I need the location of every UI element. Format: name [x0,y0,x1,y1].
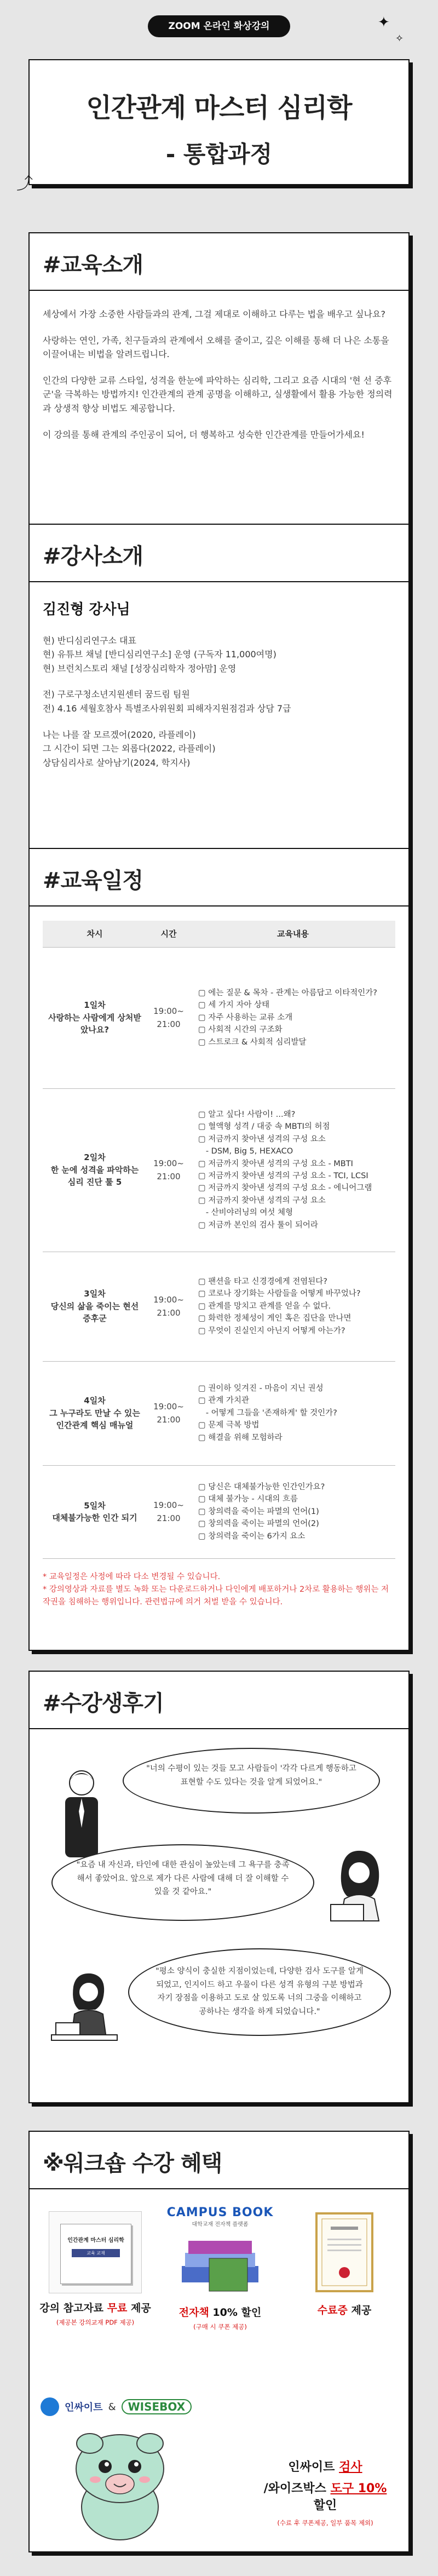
schedule-notes [43,1571,395,1609]
instructor-heading: #강사소개 [30,525,408,582]
content-item: ▢ 팬션을 타고 신경경에게 전염된다? [198,1277,327,1286]
career-line: 현) 브런치스토리 채널 [성장심리학자 정아맘] 운영 [43,663,237,674]
benefit-ebook [160,2206,280,2331]
content-item: ▢ 창의력을 죽이는 6가지 요소 [198,1531,306,1541]
content-item: ▢ 관계를 망치고 관계를 얻을 수 없다. [198,1301,331,1311]
benefits-heading: ※워크숍 수강 혜택 [30,2132,408,2189]
insight-logo-text: 인싸이트 [65,2402,103,2413]
instructor-name: 김진형 강사님 [43,601,130,618]
content-item: ▢ 저금까지 찾아낸 성격의 구성 요소 [198,1196,326,1205]
column-header: 차시 [43,921,147,947]
review-bubble [123,1748,380,1814]
benefit-materials [35,2211,155,2327]
content-item: ▢ 저금까지 찾아낸 성격의 구성 요소 - TCI, LCSI [198,1172,368,1180]
column-header: 시간 [147,921,191,947]
content-item: - 산비야러닝의 여섯 체형 [198,1208,293,1218]
book-line: 나는 나를 잘 모르겠어(2020, 라플레이) [43,729,196,740]
course-title: 인간관계 마스터 심리학 [86,93,352,123]
promo-highlight: 도구 10% [330,2482,387,2495]
caption-highlight: 수료증 [317,2304,348,2316]
content-item: ▢ 화력한 정체성이 게인 혹은 집단을 만나면 [198,1314,351,1323]
review-bubble [128,1948,391,2036]
session-content [191,1465,395,1558]
ampersand: & [108,2401,116,2413]
promo-note: (수료 후 쿠폰제공, 일부 품목 제외) [277,2519,373,2527]
session-time: 19:00~ 21:00 [147,1361,191,1465]
instructor-section [28,524,410,849]
content-item: ▢ 혈액형 성격 / 대중 속 MBTI의 허점 [198,1122,330,1132]
content-item: ▢ 당신은 대체불가능한 인간인가요? [198,1482,325,1491]
content-item: ▢ 해결을 위해 모험하라 [198,1433,283,1442]
course-type-pill: ZOOM 온라인 화상강의 [148,15,290,37]
career-line: 현) 반디심리연구소 대표 [43,635,136,646]
benefit-certificate [287,2211,402,2317]
content-item: ▢ 대체 불가능 - 시대의 흐름 [198,1495,298,1504]
caption-text: 제공 [127,2302,151,2314]
woman-laptop-illustration [320,1844,391,1926]
session-title: 4일차 그 누구라도 만날 수 있는 인간관계 핵심 매뉴얼 [43,1361,147,1465]
content-item: ▢ 관계 가치관 [198,1396,249,1405]
session-content [191,1361,395,1465]
content-item: ▢ 에는 질문 & 목차 - 관계는 아름답고 이타적인가? [198,988,377,997]
session-title: 1일차 사랑하는 사람에게 상처받았나요? [43,947,147,1088]
content-item: - 어떻게 그들을 '존재하게' 할 것인가? [198,1408,337,1418]
intro-heading: #교육소개 [30,233,408,291]
schedule-note: * 교육일정은 사정에 따라 다소 변경될 수 있습니다. [43,1572,221,1581]
content-item: ▢ 자주 사용하는 교류 소개 [198,1013,293,1022]
insight-logo-icon [41,2397,59,2416]
mascot-illustration [57,2425,183,2545]
session-title: 3일차 당신의 삶을 죽이는 현선 증후군 [43,1252,147,1361]
partner-logos [41,2397,192,2416]
certificate-image [314,2211,374,2293]
benefit-caption [287,2302,402,2317]
ebook-stack-image [171,2231,269,2296]
discount-promo [260,2458,391,2527]
review-text: "평소 양식이 충실한 지점이었는데, 다양한 검사 도구를 알게 되었고, 인지이드 하고 우물이 다른 성격 유형의 구분 방법과 자기 장점을 이용하고 도로 살 있도록 너의 그중을 이해하고 공하나는 생각을 하게 되었습니다." [155,1967,364,2016]
textbook-title: 인간관계 마스터 심리학 [67,2237,124,2244]
promo-highlight: 검사 [339,2460,362,2474]
session-time: 19:00~ 21:00 [147,1252,191,1361]
promo-text: /와이즈박스 [263,2482,331,2495]
content-item: ▢ 저금까지 찾아낸 성격의 구성 요소 [198,1134,326,1144]
hero-card [28,59,410,185]
caption-highlight: 전자책 [178,2307,209,2319]
book-line: 그 시간이 되면 그는 외롭다(2022, 라플레이) [43,743,216,754]
benefit-caption [35,2300,155,2315]
review-bubble [51,1844,314,1921]
campus-book-sub: 대학교재 전자책 플랫폼 [192,2222,249,2228]
content-item: ▢ 문제 극복 방법 [198,1421,260,1430]
book-line: 상담심리사로 살아남기(2024, 학지사) [43,757,191,768]
review-text: "너의 수평이 있는 것들 모고 사람들이 '각각 다르게 행동하고 표현할 수도 있다는 것을 알게 되었어요." [146,1764,356,1787]
reviews-section [28,1671,410,2103]
caption-highlight: 무료 [107,2302,128,2314]
session-content [191,1252,395,1361]
session-time: 19:00~ 21:00 [147,1088,191,1252]
schedule-row [43,1088,395,1252]
reviews-heading: #수강생후기 [30,1672,408,1729]
career-line: 전) 구로구청소년지원센터 꿈드림 팀원 [43,689,190,700]
content-item: ▢ 저금까지 찾아낸 성격의 구성 요소 - 에니어그램 [198,1184,372,1193]
session-time: 19:00~ 21:00 [147,947,191,1088]
sparkle-doodle-icon: ✦ [378,14,390,31]
schedule-row [43,1465,395,1558]
benefit-note: (제공본 강의교재 PDF 제공) [56,2319,135,2326]
content-item: ▢ 무엇이 진실인지 아닌지 어떻게 아는가? [198,1326,345,1335]
instructor-career-group [43,634,395,676]
schedule-row [43,1252,395,1361]
career-line: 전) 4.16 세월호참사 특별조사위원회 피해자지원점검과 상담 7급 [43,703,291,714]
promo-text: 인싸이트 [288,2460,339,2474]
course-subtitle: - 통합과정 [165,141,273,168]
benefit-caption [160,2304,280,2319]
woman-desk-illustration [46,1970,123,2058]
intro-paragraph: 인간의 다양한 교류 스타일, 성격을 한눈에 파악하는 심리학, 그리고 요즘 시대의 '현 선 증후군'을 극복하는 방법까지! 인간관계의 관계 공명을 이해하고, 실생활에서 활용 가능한 정의력과 상생적 향상 비법도 제공합니다. [43,375,393,414]
sparkle-doodle-small-icon: ✧ [395,33,404,44]
content-item: ▢ 권이하 잊겨진 - 마음이 지닌 권성 [198,1384,324,1393]
content-item: ▢ 스트로크 & 사회적 심리발달 [198,1037,307,1047]
textbook-image [49,2211,142,2293]
benefits-section [28,2131,410,2552]
arrow-doodle-icon: ⤴ [16,174,33,193]
content-item: ▢ 창의력을 죽이는 파멸의 언어(2) [198,1519,319,1529]
campus-book-logo: CAMPUS BOOK [166,2206,274,2219]
schedule-note: * 강의영상과 자료를 별도 녹화 또는 다운로드하거나 다인에게 배포하거나 2차로 활용하는 행위는 저작권을 침해하는 행위입니다. 관련법규에 의거 처벌 받을 수 있습니다. [43,1585,389,1607]
content-item: ▢ 저금까 본인의 검사 툴이 되어라 [198,1220,318,1230]
session-time: 19:00~ 21:00 [147,1465,191,1558]
session-title: 5일차 대체불가능한 인간 되기 [43,1465,147,1558]
intro-paragraph: 세상에서 가장 소중한 사람들과의 관계, 그걸 제대로 이해하고 다루는 법을 배우고 싶나요? [43,309,385,319]
caption-text: 10% 할인 [209,2307,262,2319]
promo-line [260,2479,391,2513]
promo-line [260,2458,391,2475]
content-item: ▢ 창의력을 죽이는 파멸의 언어(1) [198,1507,319,1516]
content-item: ▢ 사회적 시간의 구조화 [198,1025,283,1035]
intro-paragraph: 이 강의를 통해 관계의 주인공이 되어, 더 행복하고 성숙한 인간관계를 만들어가세요! [43,429,365,440]
benefit-note: (구매 시 쿠폰 제공) [193,2323,247,2331]
review-text: "요즘 내 자신과, 타인에 대한 관심이 높았는데 그 욕구를 충족해서 좋았어요. 앞으로 제가 다른 사람에 대해 더 잘 이해할 수 있을 것 같아요." [76,1861,290,1897]
career-line: 현) 유튜브 채널 [반디심리연구소] 운영 (구독자 11,000여명) [43,649,276,660]
schedule-heading: #교육일정 [30,849,408,907]
schedule-row [43,1361,395,1465]
textbook-sub: 교육 교재 [72,2249,120,2257]
content-item: ▢ 세 가지 자아 상태 [198,1001,270,1010]
instructor-career-group [43,687,395,715]
content-item: ▢ 코로나 장기화는 사람들을 어떻게 바꾸었나? [198,1289,361,1299]
schedule-row [43,947,395,1088]
column-header: 교육내용 [191,921,395,947]
caption-text: 강의 참고자료 [39,2302,107,2314]
instructor-books-group [43,728,395,770]
schedule-section [28,848,410,1651]
intro-section [28,232,410,525]
session-content [191,947,395,1088]
content-item: ▢ 저금까지 찾아낸 성격의 구성 요소 - MBTI [198,1159,353,1168]
promo-text: 할인 [313,2499,337,2512]
wisebox-logo: WISEBOX [122,2399,192,2414]
schedule-table [43,921,395,1559]
content-item: ▢ 알고 싶다! 사람이! ...왜? [198,1110,296,1119]
session-content [191,1088,395,1252]
content-item: - DSM, Big 5, HEXACO [198,1147,293,1156]
intro-paragraph: 사랑하는 연인, 가족, 친구들과의 관계에서 오해를 줄이고, 깊은 이해를 통해 더 나은 소통을 이끌어내는 비법을 알려드립니다. [43,335,389,360]
session-title: 2일차 한 눈에 성격을 파악하는 심리 진단 툴 5 [43,1088,147,1252]
caption-text: 제공 [347,2304,372,2316]
